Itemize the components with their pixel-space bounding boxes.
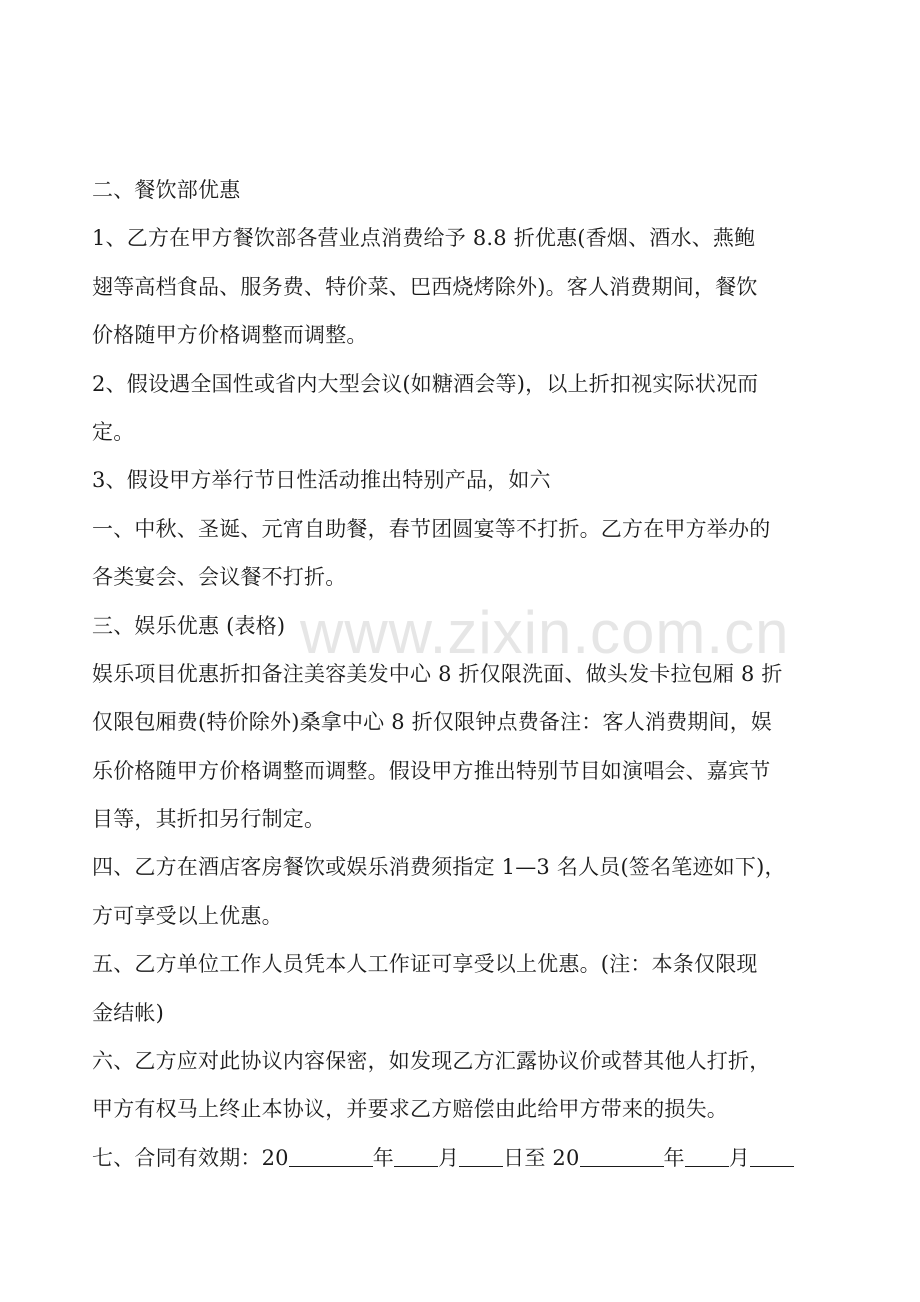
- paragraph-line: 1、乙方在甲方餐饮部各营业点消费给予 8.8 折优惠(香烟、酒水、燕鲍: [92, 226, 756, 251]
- watermark: www.zixin.com.cn: [300, 599, 790, 666]
- year-blank-2[interactable]: [580, 1140, 664, 1167]
- paragraph-line: 价格随甲方价格调整而调整。: [92, 323, 368, 348]
- paragraph-line: 目等，其折扣另行制定。: [92, 807, 326, 832]
- section-heading-staff: 五、乙方单位工作人员凭本人工作证可享受以上优惠。(注：本条仅限现: [92, 952, 758, 977]
- month-label-1: 月: [437, 1145, 460, 1170]
- validity-period-line: [92, 1134, 832, 1182]
- section-heading-dining: 二、餐饮部优惠: [92, 178, 241, 202]
- month-blank-1[interactable]: [394, 1140, 438, 1167]
- paragraph-line: 乐价格随甲方价格调整而调整。假设甲方推出特别节目如演唱会、嘉宾节: [92, 758, 771, 783]
- day-blank-1[interactable]: [459, 1140, 503, 1167]
- paragraph-line: 翅等高档食品、服务费、特价菜、巴西烧烤除外)。客人消费期间，餐饮: [92, 274, 758, 299]
- paragraph-line: 2、假设遇全国性或省内大型会议(如糖酒会等)，以上折扣视实际状况而: [92, 371, 759, 396]
- paragraph-line: 各类宴会、会议餐不打折。: [92, 565, 347, 590]
- paragraph-line: 仅限包厢费(特价除外)桑拿中心 8 折仅限钟点费备注：客人消费期间，娱: [92, 710, 773, 735]
- day-to-label: 日至 20: [503, 1145, 580, 1170]
- section-heading-designated-persons: 四、乙方在酒店客房餐饮或娱乐消费须指定 1—3 名人员(签名笔迹如下)，: [92, 855, 786, 880]
- month-label-2: 月: [728, 1145, 750, 1170]
- paragraph-line: 娱乐项目优惠折扣备注美容美发中心 8 折仅限洗面、做头发卡拉包厢 8 折: [92, 661, 783, 686]
- section-heading-entertainment: 三、娱乐优惠 (表格): [92, 613, 286, 638]
- day-blank-2[interactable]: [750, 1140, 794, 1167]
- year-label-1: 年: [372, 1145, 394, 1170]
- paragraph-line: 定。: [92, 419, 135, 444]
- paragraph-line: 3、假设甲方举行节日性活动推出特别产品，如六: [92, 468, 551, 493]
- month-blank-2[interactable]: [685, 1140, 729, 1167]
- document-body: [92, 166, 832, 1182]
- paragraph-line: 方可享受以上优惠。: [92, 903, 283, 928]
- year-label-2: 年: [663, 1145, 685, 1170]
- paragraph-line: 金结帐): [92, 1000, 164, 1025]
- paragraph-line: 甲方有权马上终止本协议，并要求乙方赔偿由此给甲方带来的损失。: [92, 1097, 728, 1122]
- validity-prefix: 七、合同有效期：20: [92, 1145, 289, 1170]
- section-heading-confidentiality: 六、乙方应对此协议内容保密，如发现乙方汇露协议价或替其他人打折，: [92, 1049, 771, 1074]
- year-blank-1[interactable]: [289, 1140, 373, 1167]
- paragraph-line: 一、中秋、圣诞、元宵自助餐，春节团圆宴等不打折。乙方在甲方举办的: [92, 516, 771, 541]
